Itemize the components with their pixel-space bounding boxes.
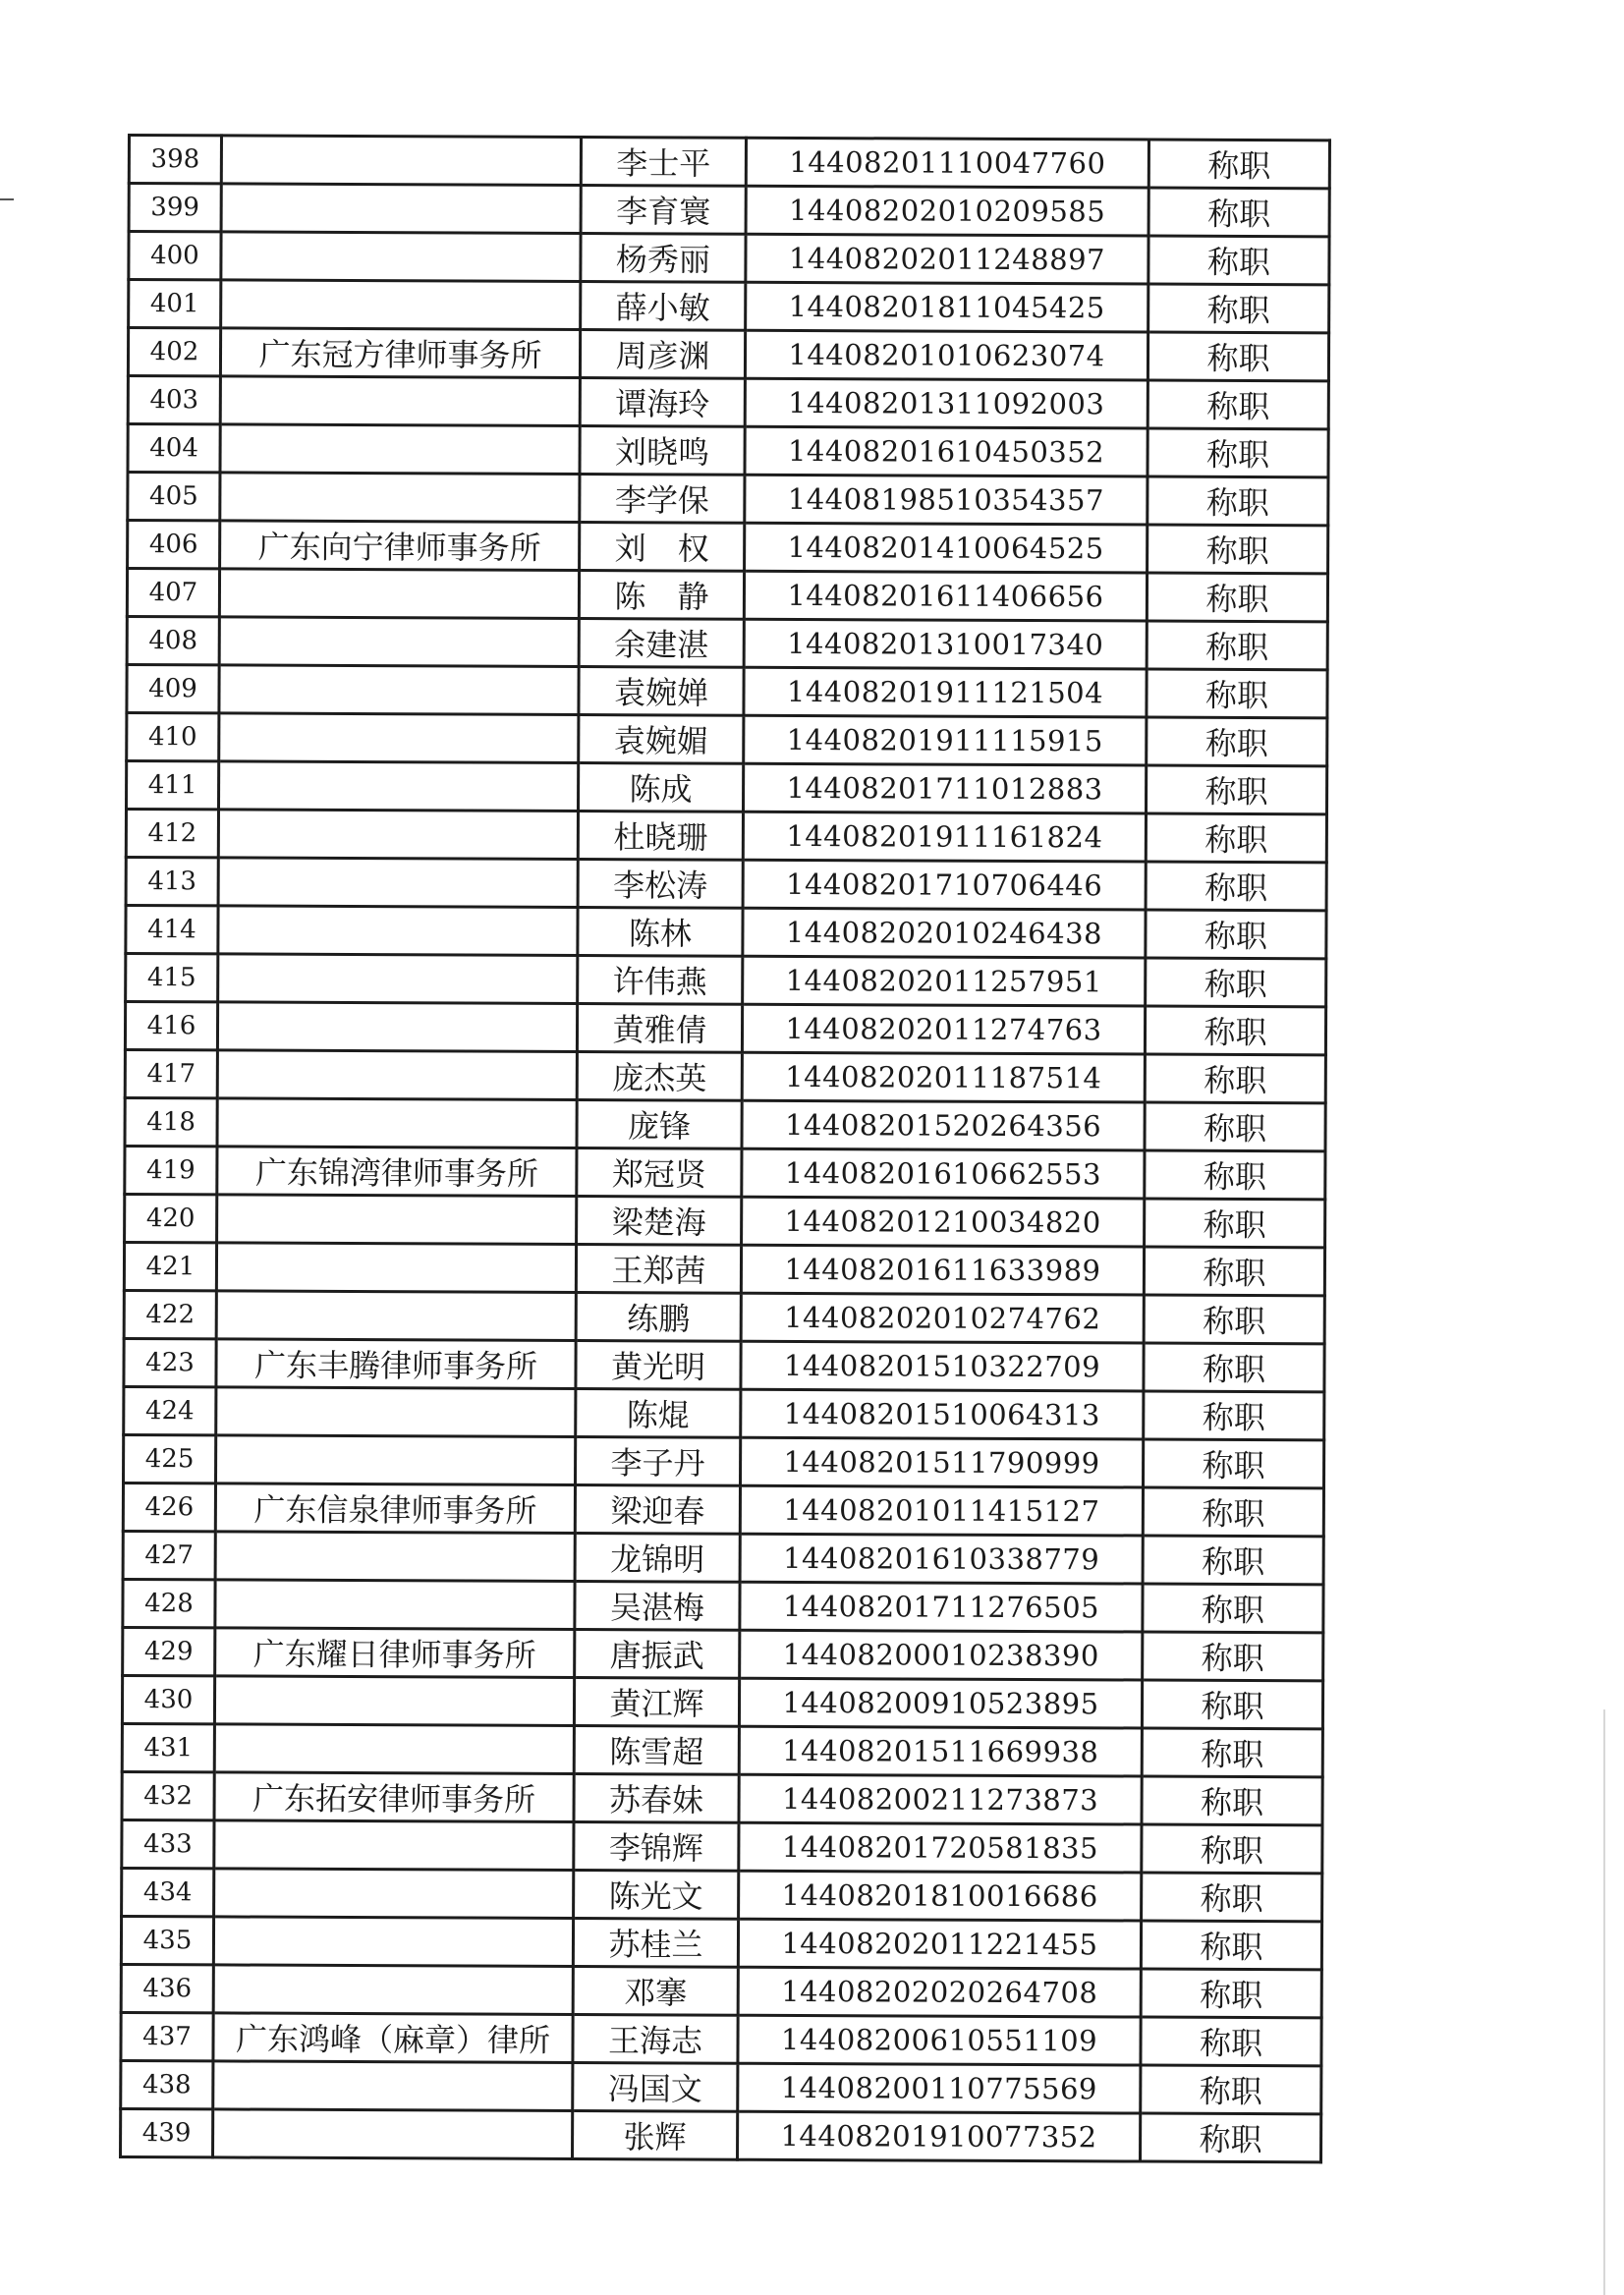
license-number-cell: 14408201510322709 <box>741 1341 1144 1391</box>
license-number-cell: 14408201311092003 <box>745 378 1148 428</box>
law-firm-cell <box>221 232 581 282</box>
evaluation-result-cell: 称职 <box>1142 1728 1322 1777</box>
lawyer-name-cell: 黄雅倩 <box>577 1004 742 1053</box>
row-number-cell: 417 <box>125 1049 217 1097</box>
row-number-cell: 424 <box>124 1386 216 1434</box>
evaluation-result-cell: 称职 <box>1145 1006 1325 1055</box>
evaluation-result-cell: 称职 <box>1148 284 1329 333</box>
row-number-cell: 428 <box>123 1579 215 1627</box>
row-number-cell: 399 <box>129 184 221 232</box>
row-number-cell: 411 <box>127 761 219 810</box>
license-number-cell: 14408201011415127 <box>740 1485 1143 1536</box>
evaluation-result-cell: 称职 <box>1141 2065 1321 2114</box>
license-number-cell: 14408202010246438 <box>743 908 1146 958</box>
license-number-cell: 14408201811045425 <box>746 282 1148 332</box>
license-number-cell: 14408200610551109 <box>738 2015 1141 2065</box>
law-firm-cell <box>216 1291 576 1341</box>
row-number-cell: 433 <box>122 1819 214 1868</box>
lawyer-name-cell: 李锦辉 <box>574 1821 739 1871</box>
table-row <box>121 2108 1321 2161</box>
evaluation-result-cell: 称职 <box>1143 1536 1323 1585</box>
evaluation-result-cell: 称职 <box>1148 236 1329 285</box>
evaluation-result-cell: 称职 <box>1147 621 1327 670</box>
law-firm-cell <box>217 1050 577 1100</box>
law-firm-cell <box>215 1532 575 1582</box>
table-row <box>123 1531 1323 1584</box>
row-number-cell: 426 <box>123 1483 215 1531</box>
law-firm-cell <box>220 424 580 475</box>
lawyer-name-cell: 王海志 <box>573 2014 738 2063</box>
table-row <box>124 1290 1324 1343</box>
evaluation-result-cell: 称职 <box>1146 958 1326 1007</box>
row-number-cell: 434 <box>122 1868 214 1916</box>
license-number-cell: 14408201911161824 <box>743 812 1146 862</box>
lawyer-evaluation-table <box>119 134 1331 2163</box>
evaluation-result-cell: 称职 <box>1141 2017 1321 2066</box>
lawyer-name-cell: 吴湛梅 <box>575 1581 740 1630</box>
row-number-cell: 422 <box>124 1290 216 1338</box>
license-number-cell: 14408201610338779 <box>740 1534 1143 1584</box>
lawyer-name-cell: 邓搴 <box>573 1966 738 2015</box>
law-firm-cell <box>219 665 579 715</box>
lawyer-name-cell: 龙锦明 <box>575 1534 740 1583</box>
row-number-cell: 418 <box>125 1097 217 1146</box>
law-firm-cell <box>213 1965 573 2015</box>
row-number-cell: 423 <box>124 1338 216 1386</box>
license-number-cell: 14408201910077352 <box>738 2111 1141 2161</box>
evaluation-result-cell: 称职 <box>1147 717 1327 766</box>
evaluation-result-cell: 称职 <box>1145 1054 1325 1103</box>
table-row <box>129 184 1329 237</box>
law-firm-cell <box>219 617 579 667</box>
license-number-cell: 14408201410064525 <box>745 523 1148 573</box>
row-number-cell: 402 <box>128 328 220 376</box>
table-row <box>127 569 1327 622</box>
row-number-cell: 436 <box>121 1964 213 2012</box>
table-row <box>129 232 1329 285</box>
license-number-cell: 14408201010623074 <box>745 330 1148 380</box>
lawyer-name-cell: 杨秀丽 <box>581 234 746 283</box>
law-firm-cell: 广东耀日律师事务所 <box>215 1628 575 1678</box>
license-number-cell: 14408200110775569 <box>738 2063 1141 2113</box>
license-number-cell: 14408200910523895 <box>739 1678 1142 1728</box>
table-row <box>128 521 1328 574</box>
row-number-cell: 410 <box>127 713 219 761</box>
law-firm-cell <box>214 1869 574 1919</box>
evaluation-result-cell: 称职 <box>1148 188 1329 237</box>
evaluation-result-cell: 称职 <box>1144 1247 1324 1296</box>
table-row <box>124 1386 1324 1439</box>
lawyer-name-cell: 陈林 <box>578 908 743 957</box>
evaluation-result-cell: 称职 <box>1148 140 1329 189</box>
law-firm-cell <box>218 858 578 908</box>
evaluation-result-cell: 称职 <box>1148 428 1328 477</box>
license-number-cell: 14408201911121504 <box>744 667 1147 717</box>
lawyer-name-cell: 王郑茜 <box>576 1245 741 1294</box>
law-firm-cell <box>220 473 580 523</box>
evaluation-result-cell: 称职 <box>1144 1343 1324 1392</box>
row-number-cell: 429 <box>123 1627 215 1675</box>
evaluation-result-cell: 称职 <box>1147 573 1327 622</box>
evaluation-result-cell: 称职 <box>1143 1487 1323 1537</box>
row-number-cell: 416 <box>125 1001 217 1049</box>
row-number-cell: 419 <box>125 1146 217 1194</box>
license-number-cell: 14408201611633989 <box>741 1245 1144 1295</box>
license-number-cell: 14408201710706446 <box>743 860 1146 910</box>
evaluation-result-cell: 称职 <box>1144 1391 1324 1440</box>
evaluation-result-cell: 称职 <box>1145 1199 1325 1248</box>
law-firm-cell <box>216 1243 576 1293</box>
lawyer-name-cell: 余建湛 <box>579 619 744 668</box>
law-firm-cell <box>214 1724 574 1774</box>
law-firm-cell: 广东冠方律师事务所 <box>220 328 580 378</box>
law-firm-cell <box>213 2061 573 2111</box>
table-row <box>121 2060 1321 2113</box>
table-row <box>121 2012 1321 2065</box>
table-row <box>127 713 1327 766</box>
evaluation-result-cell: 称职 <box>1141 2113 1321 2162</box>
law-firm-cell <box>216 1387 576 1437</box>
evaluation-result-cell: 称职 <box>1147 669 1327 718</box>
lawyer-name-cell: 冯国文 <box>573 2062 738 2111</box>
license-number-cell: 14408201110047760 <box>746 138 1148 188</box>
row-number-cell: 406 <box>128 521 220 569</box>
table-row <box>126 810 1326 863</box>
law-firm-cell <box>218 954 578 1004</box>
lawyer-name-cell: 李松涛 <box>578 860 743 909</box>
license-number-cell: 14408200010238390 <box>740 1630 1143 1680</box>
license-number-cell: 14408201711012883 <box>743 763 1146 813</box>
table-row <box>127 761 1327 814</box>
lawyer-name-cell: 郑冠贤 <box>577 1148 742 1198</box>
license-number-cell: 14408201310017340 <box>744 619 1147 669</box>
table-row <box>121 1916 1321 1969</box>
row-number-cell: 408 <box>127 617 219 665</box>
lawyer-name-cell: 袁婉媚 <box>579 715 744 764</box>
table-row <box>128 424 1328 477</box>
license-number-cell: 14408201611406656 <box>744 571 1147 621</box>
table-row <box>128 376 1328 429</box>
table-row <box>123 1627 1323 1680</box>
lawyer-name-cell: 黄光明 <box>576 1341 741 1390</box>
row-number-cell: 412 <box>126 810 218 858</box>
evaluation-result-cell: 称职 <box>1146 765 1326 814</box>
law-firm-cell <box>218 761 578 812</box>
evaluation-result-cell: 称职 <box>1148 476 1328 526</box>
table-row <box>125 1194 1325 1247</box>
evaluation-result-cell: 称职 <box>1145 1150 1325 1200</box>
law-firm-cell <box>217 1195 577 1245</box>
evaluation-result-cell: 称职 <box>1142 1680 1322 1729</box>
lawyer-name-cell: 刘晓鸣 <box>580 426 745 476</box>
table-row <box>129 136 1329 189</box>
lawyer-name-cell: 李士平 <box>581 138 746 187</box>
license-number-cell: 14408202011248897 <box>746 234 1148 284</box>
lawyer-name-cell: 陈成 <box>578 763 743 812</box>
evaluation-result-cell: 称职 <box>1144 1295 1324 1344</box>
scan-edge-line <box>1603 1709 1605 2295</box>
lawyer-name-cell: 梁迎春 <box>575 1485 740 1535</box>
license-number-cell: 14408201210034820 <box>742 1197 1145 1247</box>
table-row <box>129 280 1329 333</box>
law-firm-cell: 广东鸿峰（麻章）律所 <box>213 2013 573 2063</box>
table-row <box>124 1338 1324 1391</box>
table-row <box>125 1001 1325 1054</box>
lawyer-name-cell: 李育寰 <box>581 186 746 235</box>
table-row <box>121 1964 1321 2017</box>
license-number-cell: 14408202010274762 <box>741 1293 1144 1343</box>
evaluation-result-cell: 称职 <box>1146 813 1326 863</box>
evaluation-result-cell: 称职 <box>1141 1969 1321 2018</box>
license-number-cell: 14408202011274763 <box>742 1004 1145 1054</box>
law-firm-cell <box>221 136 581 186</box>
table-row <box>126 953 1326 1006</box>
lawyer-name-cell: 薛小敏 <box>581 282 746 331</box>
table-row <box>124 1434 1324 1487</box>
row-number-cell: 425 <box>124 1434 216 1483</box>
law-firm-cell <box>213 1917 573 1967</box>
law-firm-cell <box>218 906 578 956</box>
lawyer-name-cell: 陈焜 <box>576 1389 741 1438</box>
row-number-cell: 420 <box>125 1194 217 1242</box>
evaluation-result-cell: 称职 <box>1142 1824 1322 1874</box>
table-row <box>125 1097 1325 1150</box>
license-number-cell: 14408201511790999 <box>741 1437 1144 1487</box>
page-edge-mark <box>0 198 14 200</box>
lawyer-name-cell: 陈雪超 <box>574 1725 739 1774</box>
license-number-cell: 14408201610662553 <box>742 1148 1145 1199</box>
row-number-cell: 400 <box>129 232 221 280</box>
evaluation-result-cell: 称职 <box>1146 862 1326 911</box>
lawyer-name-cell: 练鹏 <box>576 1293 741 1342</box>
table-row <box>126 857 1326 910</box>
lawyer-name-cell: 梁楚海 <box>577 1197 742 1246</box>
table-row <box>122 1868 1322 1921</box>
law-firm-cell <box>218 810 578 860</box>
lawyer-name-cell: 庞锋 <box>577 1100 742 1149</box>
lawyer-name-cell: 陈 静 <box>579 571 744 620</box>
law-firm-cell: 广东锦湾律师事务所 <box>217 1147 577 1197</box>
law-firm-cell: 广东丰腾律师事务所 <box>216 1339 576 1389</box>
table-row <box>125 1146 1325 1199</box>
lawyer-name-cell: 唐振武 <box>575 1629 740 1678</box>
row-number-cell: 439 <box>121 2108 213 2156</box>
row-number-cell: 414 <box>126 905 218 953</box>
table-row <box>126 905 1326 958</box>
evaluation-result-cell: 称职 <box>1145 1102 1325 1151</box>
table-row <box>127 617 1327 670</box>
lawyer-name-cell: 杜晓珊 <box>578 812 743 861</box>
license-number-cell: 14408202011187514 <box>742 1052 1145 1102</box>
row-number-cell: 403 <box>128 376 220 424</box>
license-number-cell: 14408201711276505 <box>740 1582 1143 1632</box>
license-number-cell: 14408201720581835 <box>739 1822 1142 1873</box>
law-firm-cell <box>213 2109 573 2159</box>
law-firm-cell: 广东信泉律师事务所 <box>215 1483 575 1534</box>
row-number-cell: 404 <box>128 424 220 473</box>
lawyer-name-cell: 刘 权 <box>580 523 745 572</box>
license-number-cell: 14408201610450352 <box>745 426 1148 476</box>
table-row <box>123 1579 1323 1632</box>
lawyer-name-cell: 谭海玲 <box>580 378 745 427</box>
law-firm-cell <box>217 1002 577 1052</box>
lawyer-name-cell: 周彦渊 <box>580 330 745 379</box>
table-row <box>127 665 1327 718</box>
table-row <box>122 1675 1322 1728</box>
law-firm-cell: 广东拓安律师事务所 <box>214 1772 574 1822</box>
license-number-cell: 14408202010209585 <box>746 186 1148 236</box>
lawyer-name-cell: 袁婉婵 <box>579 667 744 716</box>
table-row <box>128 328 1328 381</box>
lawyer-name-cell: 张辉 <box>573 2110 738 2159</box>
row-number-cell: 405 <box>128 473 220 521</box>
table-body <box>121 136 1330 2162</box>
license-number-cell: 14408201511669938 <box>739 1726 1142 1776</box>
license-number-cell: 14408200211273873 <box>739 1774 1142 1824</box>
law-firm-cell <box>221 280 581 330</box>
table-row <box>122 1819 1322 1873</box>
law-firm-cell <box>221 184 581 234</box>
table-row <box>124 1242 1324 1295</box>
evaluation-result-cell: 称职 <box>1143 1584 1323 1633</box>
lawyer-name-cell: 庞杰英 <box>577 1052 742 1101</box>
evaluation-result-cell: 称职 <box>1148 332 1328 381</box>
table-row <box>128 473 1328 526</box>
law-firm-cell <box>214 1820 574 1871</box>
evaluation-result-cell: 称职 <box>1148 380 1328 429</box>
lawyer-name-cell: 李子丹 <box>576 1437 741 1486</box>
law-firm-cell <box>220 376 580 426</box>
license-number-cell: 14408202011257951 <box>743 956 1146 1006</box>
license-number-cell: 14408201911115915 <box>744 715 1147 765</box>
lawyer-name-cell: 陈光文 <box>574 1870 739 1919</box>
evaluation-result-cell: 称职 <box>1142 1873 1322 1922</box>
lawyer-name-cell: 苏桂兰 <box>573 1918 738 1967</box>
lawyer-name-cell: 苏春妹 <box>574 1773 739 1822</box>
license-number-cell: 14408198510354357 <box>745 475 1148 525</box>
row-number-cell: 431 <box>122 1723 214 1771</box>
row-number-cell: 427 <box>123 1531 215 1579</box>
law-firm-cell: 广东向宁律师事务所 <box>220 521 580 571</box>
license-number-cell: 14408201510064313 <box>741 1389 1144 1439</box>
row-number-cell: 398 <box>129 136 221 184</box>
law-firm-cell <box>215 1580 575 1630</box>
law-firm-cell <box>219 713 579 763</box>
evaluation-result-cell: 称职 <box>1143 1632 1323 1681</box>
table-row <box>122 1771 1322 1824</box>
row-number-cell: 435 <box>121 1916 213 1964</box>
license-number-cell: 14408202020264708 <box>738 1967 1141 2017</box>
evaluation-result-cell: 称职 <box>1146 910 1326 959</box>
evaluation-result-cell: 称职 <box>1148 525 1328 574</box>
evaluation-result-cell: 称职 <box>1143 1439 1323 1488</box>
evaluation-result-cell: 称职 <box>1141 1921 1321 1970</box>
table-row <box>122 1723 1322 1776</box>
lawyer-name-cell: 黄江辉 <box>574 1677 739 1726</box>
row-number-cell: 415 <box>126 953 218 1001</box>
law-firm-cell <box>219 569 579 619</box>
license-number-cell: 14408201520264356 <box>742 1100 1145 1150</box>
row-number-cell: 438 <box>121 2060 213 2108</box>
row-number-cell: 432 <box>122 1771 214 1819</box>
license-number-cell: 14408201810016686 <box>739 1871 1142 1921</box>
row-number-cell: 413 <box>126 857 218 905</box>
lawyer-name-cell: 李学保 <box>580 475 745 524</box>
table-row <box>123 1483 1323 1536</box>
row-number-cell: 409 <box>127 665 219 713</box>
law-firm-cell <box>214 1676 574 1726</box>
row-number-cell: 401 <box>129 280 221 328</box>
row-number-cell: 407 <box>127 569 219 617</box>
row-number-cell: 437 <box>121 2012 213 2060</box>
row-number-cell: 430 <box>122 1675 214 1723</box>
law-firm-cell <box>217 1098 577 1148</box>
lawyer-name-cell: 许伟燕 <box>578 956 743 1005</box>
law-firm-cell <box>216 1435 576 1485</box>
evaluation-result-cell: 称职 <box>1142 1776 1322 1825</box>
license-number-cell: 14408202011221455 <box>738 1919 1141 1969</box>
table-row <box>125 1049 1325 1102</box>
row-number-cell: 421 <box>124 1242 216 1290</box>
